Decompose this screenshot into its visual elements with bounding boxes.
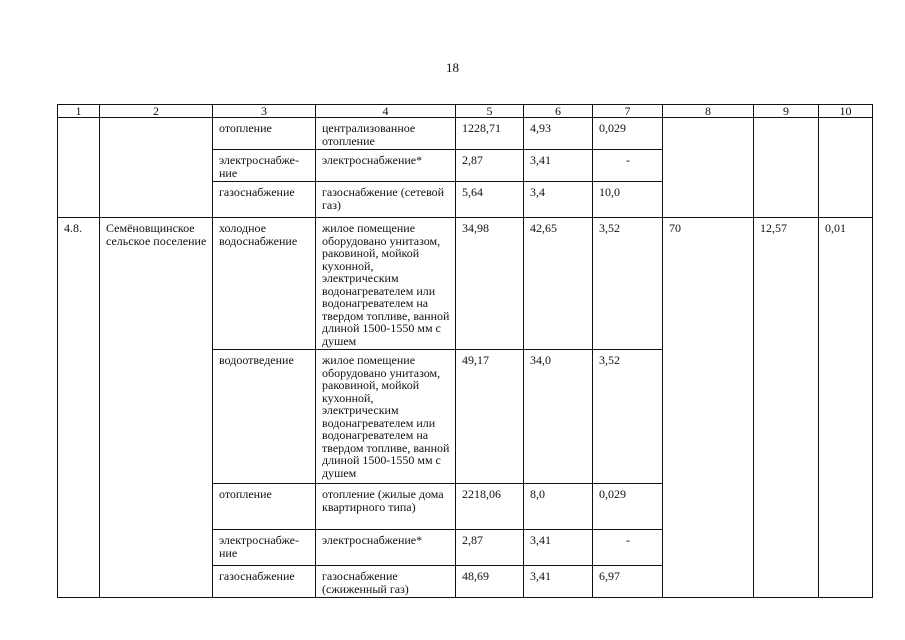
value-cell: 1228,71 bbox=[456, 118, 524, 150]
value-cell: 8,0 bbox=[524, 484, 593, 530]
value-cell: 5,64 bbox=[456, 182, 524, 218]
value-cell bbox=[663, 118, 754, 218]
value-cell: 4,93 bbox=[524, 118, 593, 150]
description-cell: жилое помещение оборудовано унитазом, раковиной, мойкой кухонной, электрическим водонагревателем или водонагревателем на твердом топливе, ванной длиной 1500-1550 мм с душем bbox=[316, 218, 456, 350]
value-cell: 3,52 bbox=[593, 350, 663, 484]
value-cell bbox=[593, 150, 663, 182]
service-cell: холодное водоснабжение bbox=[213, 218, 316, 350]
header-cell: 4 bbox=[316, 105, 456, 118]
value-cell: 49,17 bbox=[456, 350, 524, 484]
value-cell: 34,0 bbox=[524, 350, 593, 484]
service-cell: газоснабжение bbox=[213, 566, 316, 598]
dash-value: - bbox=[626, 153, 630, 167]
service-cell: газоснабжение bbox=[213, 182, 316, 218]
table-row bbox=[58, 118, 873, 150]
header-cell: 5 bbox=[456, 105, 524, 118]
header-cell: 6 bbox=[524, 105, 593, 118]
value-cell: 3,41 bbox=[524, 150, 593, 182]
settlement-cell bbox=[100, 118, 213, 218]
header-cell: 2 bbox=[100, 105, 213, 118]
value-cell: 2218,06 bbox=[456, 484, 524, 530]
header-cell: 10 bbox=[819, 105, 873, 118]
value-cell: 0,029 bbox=[593, 484, 663, 530]
service-cell: отопление bbox=[213, 484, 316, 530]
service-cell: электроснабже-ние bbox=[213, 530, 316, 566]
description-cell: газоснабжение (сжиженный газ) bbox=[316, 566, 456, 598]
header-cell: 9 bbox=[754, 105, 819, 118]
header-cell: 3 bbox=[213, 105, 316, 118]
description-cell: централизованное отопление bbox=[316, 118, 456, 150]
value-cell: 42,65 bbox=[524, 218, 593, 350]
service-cell: электроснабже-ние bbox=[213, 150, 316, 182]
description-cell: электроснабжение* bbox=[316, 530, 456, 566]
table-row bbox=[58, 218, 873, 350]
table-header-row bbox=[58, 105, 873, 118]
num-cell: 4.8. bbox=[58, 218, 100, 598]
page-number: 18 bbox=[446, 60, 459, 75]
value-cell: 3,4 bbox=[524, 182, 593, 218]
description-cell: электроснабжение* bbox=[316, 150, 456, 182]
description-cell: жилое помещение оборудовано унитазом, раковиной, мойкой кухонной, электрическим водонагревателем или водонагревателем на твердом топливе, ванной длиной 1500-1550 мм с душем bbox=[316, 350, 456, 484]
value-cell: 12,57 bbox=[754, 218, 819, 598]
description-cell: отопление (жилые дома квартирного типа) bbox=[316, 484, 456, 530]
description-cell: газоснабжение (сетевой газ) bbox=[316, 182, 456, 218]
service-cell: водоотведение bbox=[213, 350, 316, 484]
value-cell bbox=[754, 118, 819, 218]
value-cell: 2,87 bbox=[456, 530, 524, 566]
value-cell: 10,0 bbox=[593, 182, 663, 218]
value-cell: 48,69 bbox=[456, 566, 524, 598]
value-cell: 0,01 bbox=[819, 218, 873, 598]
value-cell: 6,97 bbox=[593, 566, 663, 598]
tariff-table bbox=[57, 104, 873, 598]
header-cell: 7 bbox=[593, 105, 663, 118]
dash-value: - bbox=[626, 533, 630, 547]
value-cell bbox=[819, 118, 873, 218]
value-cell: 3,41 bbox=[524, 566, 593, 598]
service-cell: отопление bbox=[213, 118, 316, 150]
value-cell bbox=[593, 530, 663, 566]
value-cell: 3,41 bbox=[524, 530, 593, 566]
value-cell: 3,52 bbox=[593, 218, 663, 350]
value-cell: 34,98 bbox=[456, 218, 524, 350]
settlement-cell: Семёновщинское сельское поселение bbox=[100, 218, 213, 598]
value-cell: 70 bbox=[663, 218, 754, 598]
header-cell: 1 bbox=[58, 105, 100, 118]
num-cell bbox=[58, 118, 100, 218]
value-cell: 0,029 bbox=[593, 118, 663, 150]
header-cell: 8 bbox=[663, 105, 754, 118]
value-cell: 2,87 bbox=[456, 150, 524, 182]
